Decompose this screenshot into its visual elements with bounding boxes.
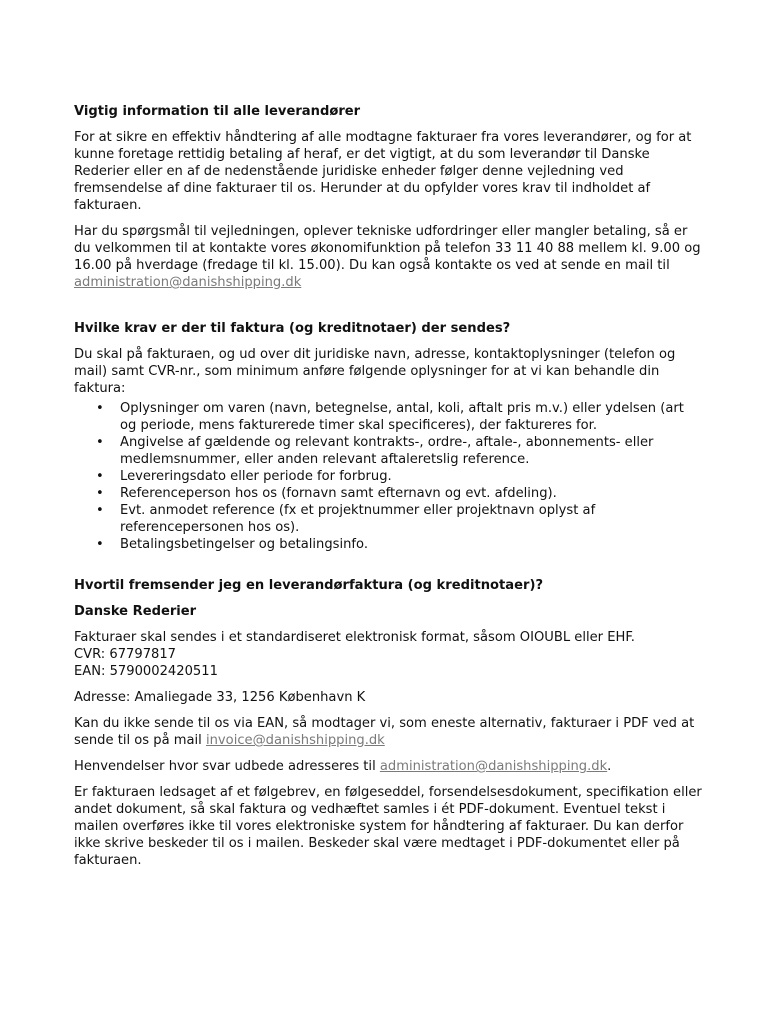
bullet-icon: •: [96, 503, 104, 518]
bullet-icon: •: [96, 401, 104, 416]
inquiry-paragraph: [74, 758, 704, 775]
list-item: • Betalingsbetingelser og betalingsinfo.: [96, 537, 368, 552]
invoice-email-link[interactable]: invoice@danishshipping.dk: [206, 733, 385, 748]
contact-paragraph: [74, 223, 704, 291]
bullet-icon: •: [96, 486, 104, 501]
bullet-icon: •: [96, 435, 104, 450]
inquiry-email-link[interactable]: administration@danishshipping.dk: [379, 759, 608, 774]
cover-letter-paragraph: Er fakturaen ledsaget af et følgebrev, en følgeseddel, forsendelsesdokument, specifikation eller andet dokument, så skal faktura og vedhæftet samles i ét PDF-dokument. Eventuel tekst i mailen overføres ikke til vores elektroniske system for håndtering af fakturaer. Du kan derfor ikke skrive beskeder til os i mailen. Beskeder skal være medtaget i PDF-dokumentet eller på fakturaen.: [74, 785, 702, 868]
document-page: [74, 103, 704, 878]
address: Adresse: Amaliegade 33, 1256 København K: [74, 690, 366, 705]
list-item: • Evt. anmodet reference (fx et projektnummer eller projektnavn oplyst af referencepersonen hos os).: [96, 503, 596, 535]
section-heading-where-to-send: Hvortil fremsender jeg en leverandørfaktura (og kreditnotaer)?: [74, 578, 544, 593]
bullet-icon: •: [96, 537, 104, 552]
bullet-icon: •: [96, 469, 104, 484]
spacer: [74, 300, 704, 320]
section-heading-important-info: Vigtig information til alle leverandører: [74, 104, 361, 119]
company-name: Danske Rederier: [74, 604, 197, 619]
cvr-number: CVR: 67797817: [74, 647, 177, 662]
list-item: • Levereringsdato eller periode for forbrug.: [96, 469, 392, 484]
section-heading-invoice-requirements: Hvilke krav er der til faktura (og kreditnotaer) der sendes?: [74, 321, 511, 336]
list-item: • Angivelse af gældende og relevant kontrakts-, ordre-, aftale-, abonnements- eller medlemsnummer, eller anden relevant aftaleretslig reference.: [96, 435, 654, 467]
contact-paragraph-text: Har du spørgsmål til vejledningen, oplever tekniske udfordringer eller mangler betaling, så er du velkommen til at kontakte vores økonomifunktion på telefon 33 11 40 88 mellem kl. 9.00 og 16.00 på hverdage (fredage til kl. 15.00). Du kan også kontakte os ved at sende en mail til: [74, 224, 701, 273]
list-item: • Oplysninger om varen (navn, betegnelse, antal, koli, aftalt pris m.v.) eller ydelsen (art og periode, mens fakturerede timer skal specificeres), der faktureres for.: [96, 401, 684, 433]
inquiry-period: .: [607, 759, 612, 774]
format-paragraph: [74, 629, 704, 680]
pdf-paragraph: [74, 715, 704, 749]
pdf-paragraph-text: Kan du ikke sende til os via EAN, så modtager vi, som eneste alternativ, fakturaer i PDF ved at sende til os på mail: [74, 716, 695, 748]
spacer: [74, 553, 704, 577]
requirements-list: [74, 400, 704, 553]
ean-number: EAN: 5790002420511: [74, 664, 218, 679]
intro-paragraph: For at sikre en effektiv håndtering af alle modtagne fakturaer fra vores leverandører, og for at kunne foretage rettidig betaling af heraf, er det vigtigt, at du som leverandør til Danske Rederier eller en af de nedenstående juridiske enheder følger denne vejledning ved fremsendelse af dine fakturaer til os. Herunder at du opfylder vores krav til indholdet af fakturaen.: [74, 130, 692, 213]
admin-email-link[interactable]: administration@danishshipping.dk: [74, 275, 302, 290]
list-item: • Referenceperson hos os (fornavn samt efternavn og evt. afdeling).: [96, 486, 557, 501]
requirements-intro: Du skal på fakturaen, og ud over dit juridiske navn, adresse, kontaktoplysninger (telefon og mail) samt CVR-nr., som minimum anføre følgende oplysninger for at vi kan behandle din faktura:: [74, 347, 676, 396]
inquiry-paragraph-text: Henvendelser hvor svar udbede adresseres til: [74, 759, 380, 774]
format-line: Fakturaer skal sendes i et standardiseret elektronisk format, såsom OIOUBL eller EHF.: [74, 630, 635, 645]
